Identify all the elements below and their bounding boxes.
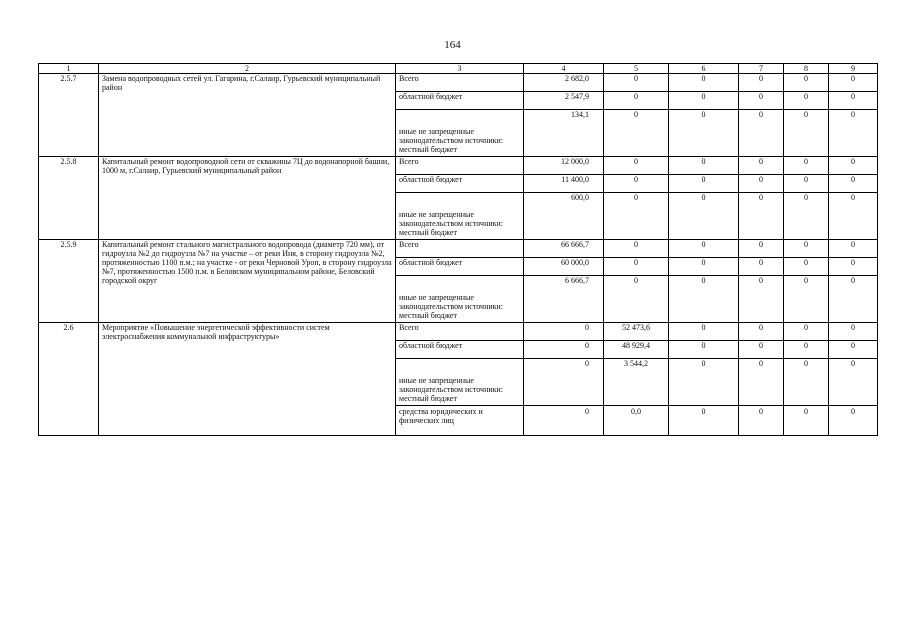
- amount-cell: 0: [739, 74, 784, 92]
- funding-source: [396, 323, 524, 341]
- amount-cell: 0: [784, 240, 829, 258]
- amount-cell: 0: [669, 92, 739, 110]
- amount-cell: 0: [829, 406, 878, 436]
- amount-cell: 60 000,0: [524, 258, 604, 276]
- amount-cell: 0: [669, 258, 739, 276]
- header-cell: 7: [739, 64, 784, 74]
- header-row: [39, 64, 878, 74]
- header-cell: 3: [396, 64, 524, 74]
- funding-source-label: Всего: [399, 157, 419, 166]
- amount-cell: 0: [829, 359, 878, 406]
- amount-cell: 0: [604, 110, 669, 157]
- amount-cell: 0: [739, 359, 784, 406]
- funding-source-label: областной бюджет: [399, 341, 463, 350]
- amount-cell: 0: [739, 92, 784, 110]
- funding-source: [396, 276, 524, 323]
- funding-source: [396, 258, 524, 276]
- item-description: Замена водопроводных сетей ул. Гагарина, г.Салаир, Гурьевский муниципальный район: [99, 74, 396, 157]
- amount-cell: 0: [669, 110, 739, 157]
- amount-cell: 0: [669, 406, 739, 436]
- amount-cell: 0: [604, 175, 669, 193]
- amount-cell: 0: [604, 74, 669, 92]
- funding-source-label: средства юридических и физических лиц: [399, 407, 483, 425]
- amount-cell: 0: [524, 341, 604, 359]
- funding-source-label: иные не запрещенные законодательством источники:: [399, 293, 504, 311]
- funding-source-label: иные не запрещенные законодательством источники:: [399, 210, 504, 228]
- item-code: 2.5.7: [39, 74, 99, 157]
- funding-source-label: Всего: [399, 74, 419, 83]
- amount-cell: 0: [604, 240, 669, 258]
- amount-cell: 0: [829, 276, 878, 323]
- amount-cell: 11 400,0: [524, 175, 604, 193]
- amount-cell: 0: [739, 175, 784, 193]
- funding-source-label: областной бюджет: [399, 92, 463, 101]
- header-cell: 8: [784, 64, 829, 74]
- funding-source-label: областной бюджет: [399, 258, 463, 267]
- table-row: [39, 74, 878, 92]
- funding-source: [396, 92, 524, 110]
- funding-source: [396, 110, 524, 157]
- amount-cell: 0: [829, 240, 878, 258]
- amount-cell: 0: [784, 175, 829, 193]
- amount-cell: 0: [829, 258, 878, 276]
- header-cell: 2: [99, 64, 396, 74]
- amount-cell: 0: [829, 323, 878, 341]
- amount-cell: 0: [784, 258, 829, 276]
- page-number: 164: [444, 39, 461, 51]
- amount-cell: 66 666,7: [524, 240, 604, 258]
- table-row: [39, 157, 878, 175]
- amount-cell: 0: [739, 193, 784, 240]
- amount-cell: 0: [739, 276, 784, 323]
- amount-cell: 0: [784, 157, 829, 175]
- amount-cell: 0: [669, 323, 739, 341]
- amount-cell: 0: [739, 406, 784, 436]
- amount-cell: 0: [829, 74, 878, 92]
- amount-cell: 0: [669, 276, 739, 323]
- amount-cell: 0: [524, 406, 604, 436]
- item-description: Мероприятие «Повышение энергетической эффективности систем электроснабжения коммунальной инфраструктуры»: [99, 323, 396, 436]
- amount-cell: 0: [829, 175, 878, 193]
- amount-cell: 12 000,0: [524, 157, 604, 175]
- amount-cell: 0: [604, 193, 669, 240]
- amount-cell: 0: [604, 92, 669, 110]
- funding-source: [396, 175, 524, 193]
- funding-source-sublabel: местный бюджет: [399, 311, 457, 320]
- amount-cell: 0: [784, 110, 829, 157]
- amount-cell: 0: [784, 276, 829, 323]
- amount-cell: 0: [669, 193, 739, 240]
- amount-cell: 0: [669, 175, 739, 193]
- table-body: [39, 64, 878, 436]
- amount-cell: 0: [669, 341, 739, 359]
- item-code: 2.6: [39, 323, 99, 436]
- funding-source: [396, 240, 524, 258]
- funding-source: [396, 406, 524, 436]
- amount-cell: 0: [739, 110, 784, 157]
- funding-source: [396, 193, 524, 240]
- funding-source-sublabel: местный бюджет: [399, 394, 457, 403]
- amount-cell: 0: [604, 157, 669, 175]
- amount-cell: 0: [829, 193, 878, 240]
- amount-cell: 3 544,2: [604, 359, 669, 406]
- budget-table: [38, 63, 878, 436]
- amount-cell: 0: [784, 74, 829, 92]
- amount-cell: 0: [604, 276, 669, 323]
- funding-source-label: областной бюджет: [399, 175, 463, 184]
- item-code: 2.5.9: [39, 240, 99, 323]
- header-cell: 9: [829, 64, 878, 74]
- header-cell: 4: [524, 64, 604, 74]
- amount-cell: 0: [669, 74, 739, 92]
- amount-cell: 0: [524, 359, 604, 406]
- header-cell: 1: [39, 64, 99, 74]
- funding-source-label: Всего: [399, 323, 419, 332]
- amount-cell: 134,1: [524, 110, 604, 157]
- funding-source: [396, 341, 524, 359]
- amount-cell: 0: [784, 406, 829, 436]
- funding-source-label: иные не запрещенные законодательством источники:: [399, 376, 504, 394]
- funding-source-sublabel: местный бюджет: [399, 145, 457, 154]
- amount-cell: 0: [669, 157, 739, 175]
- header-cell: 5: [604, 64, 669, 74]
- amount-cell: 0: [784, 193, 829, 240]
- amount-cell: 0: [739, 258, 784, 276]
- amount-cell: 0: [784, 323, 829, 341]
- funding-source: [396, 157, 524, 175]
- funding-source-sublabel: местный бюджет: [399, 228, 457, 237]
- funding-source-label: иные не запрещенные законодательством источники:: [399, 127, 504, 145]
- item-description: Капитальный ремонт водопроводной сети от скважины 7Ц до водонапорной башни, 1000 м, г.Салаир, Гурьевский муниципальный район: [99, 157, 396, 240]
- amount-cell: 600,0: [524, 193, 604, 240]
- amount-cell: 52 473,6: [604, 323, 669, 341]
- amount-cell: 6 666,7: [524, 276, 604, 323]
- funding-source: [396, 359, 524, 406]
- amount-cell: 0: [829, 110, 878, 157]
- amount-cell: 0: [829, 157, 878, 175]
- amount-cell: 0: [829, 341, 878, 359]
- amount-cell: 0: [739, 240, 784, 258]
- header-cell: 6: [669, 64, 739, 74]
- amount-cell: 0: [829, 92, 878, 110]
- amount-cell: 0: [784, 92, 829, 110]
- amount-cell: 0: [784, 359, 829, 406]
- amount-cell: 2 682,0: [524, 74, 604, 92]
- amount-cell: 0: [739, 157, 784, 175]
- amount-cell: 0: [524, 323, 604, 341]
- amount-cell: 0,0: [604, 406, 669, 436]
- amount-cell: 48 929,4: [604, 341, 669, 359]
- amount-cell: 2 547,9: [524, 92, 604, 110]
- amount-cell: 0: [784, 341, 829, 359]
- amount-cell: 0: [604, 258, 669, 276]
- amount-cell: 0: [739, 323, 784, 341]
- amount-cell: 0: [739, 341, 784, 359]
- funding-source-label: Всего: [399, 240, 419, 249]
- table-row: [39, 240, 878, 258]
- item-description: Капитальный ремонт стального магистрального водопровода (диаметр 720 мм), от гидроузла №2 до гидроузла №7 на участке – от реки Иня, в сторону гидроузла №2, протяженностью 1100 п.м.; на участке - от реки Черновой Уроп, в сторону гидроузла №7, протяженностью 1500 п.м. в Беловском муниципальном районе, Беловский городской округ: [99, 240, 396, 323]
- table-row: [39, 323, 878, 341]
- funding-source: [396, 74, 524, 92]
- item-code: 2.5.8: [39, 157, 99, 240]
- amount-cell: 0: [669, 240, 739, 258]
- amount-cell: 0: [669, 359, 739, 406]
